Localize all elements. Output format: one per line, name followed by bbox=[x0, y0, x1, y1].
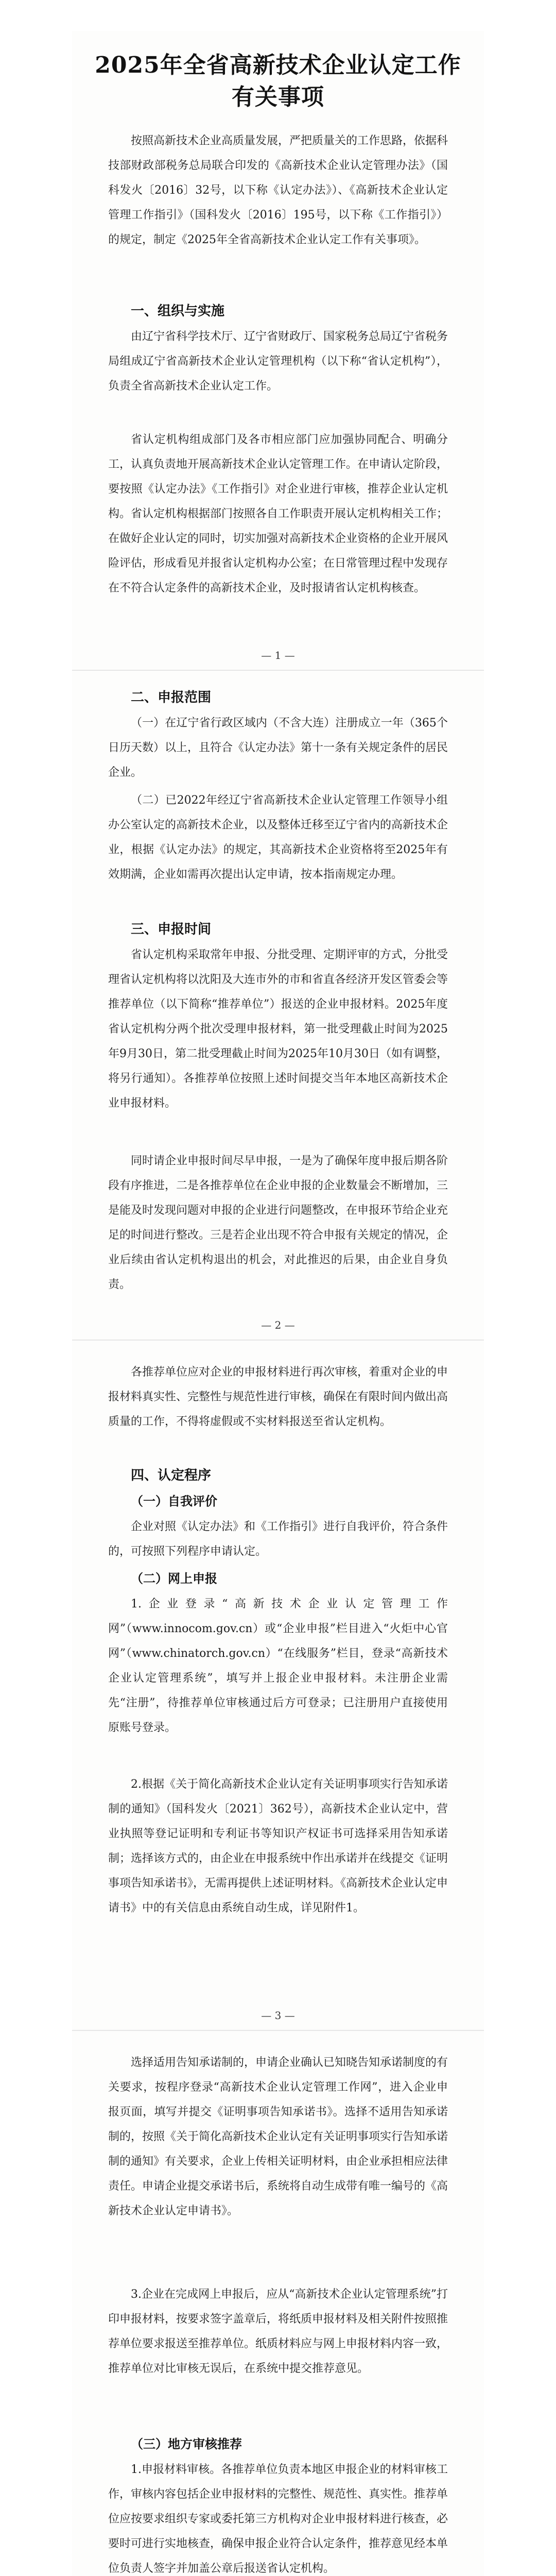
heading-scope: 二、申报范围 bbox=[131, 690, 212, 705]
document-title-line1: 2025年全省高新技术企业认定工作 bbox=[95, 52, 461, 78]
time-paragraph-1: 省认定机构采取常年申报、分批受理、定期评审的方式，分批受理省认定机构将以沈阳及大连市外的市和省直各经济开发区管委会等推荐单位（以下简称“推荐单位”）报送的企业申报材料。2025年度省认定机构分两个批次受理申报材料，第一批受理截止时间为2025年9月30日，第二批受理截止时间为2025年10月30日（如有调整，将另行通知）。各推荐单位按照上述时间提交当年本地区高新技术企业申报材料。 bbox=[108, 948, 448, 1110]
heading-time: 三、申报时间 bbox=[131, 922, 212, 937]
page-number-3: — 3 — bbox=[261, 2009, 295, 2022]
self-evaluation-paragraph: 企业对照《认定办法》和《工作指引》进行自我评价，符合条件的，可按照下列程序申请认定。 bbox=[108, 1520, 448, 1558]
time-paragraph-2: 同时请企业申报时间尽早申报，一是为了确保年度申报后期各阶段有序推进，二是各推荐单位在企业申报的企业数量会不断增加，三是能及时发现问题对申报的企业进行问题整改，在申报环节给企业充足的时间进行整改。三是若企业出现不符合申报有关规定的情况，企业后续由省认定机构退出的机会，对此推迟的后果，由企业自身负责。 bbox=[108, 1155, 448, 1291]
heading-organization: 一、组织与实施 bbox=[131, 303, 225, 319]
page-number-1: — 1 — bbox=[261, 649, 295, 662]
page-divider bbox=[72, 670, 484, 671]
online-paragraph-1: 1.企业登录“高新技术企业认定管理工作网”（www.innocom.gov.cn）或“企业申报”栏目进入“火炬中心官网”（www.chinatorch.gov.cn）“在线服务”栏目，登录“高新技术企业认定管理系统”，填写并上报企业申报材料。未注册企业需先“注册”，待推荐单位审核通过后方可登录；已注册用户直接使用原账号登录。 bbox=[108, 1598, 448, 1734]
heading-self-evaluation: （一）自我评价 bbox=[131, 1494, 217, 1509]
scope-paragraph-1: （一）在辽宁省行政区域内（不含大连）注册成立一年（365个日历天数）以上，且符合《认定办法》第十一条有关规定条件的居民企业。 bbox=[108, 717, 448, 779]
organization-paragraph-2: 省认定机构组成部门及各市相应部门应加强协同配合、明确分工，认真负责地开展高新技术企业认定管理工作。在申请认定阶段，要按照《认定办法》《工作指引》对企业进行审核，推荐企业认定机构。省认定机构根据部门按照各自工作职责开展认定机构相关工作；在做好企业认定的同时，切实加强对高新技术企业资格的企业开展风险评估，形成看见并报省认定机构办公室；在日常管理过程中发现存在不符合认定条件的高新技术企业，及时报请省认定机构核查。 bbox=[108, 433, 448, 595]
online-paragraph-2: 2.根据《关于简化高新技术企业认定有关证明事项实行告知承诺制的通知》（国科发火〔2021〕362号），高新技术企业认定中，营业执照等登记证明和专利证书等知识产权证书可选择采用告知承诺制；选择该方式的，由企业在申报系统中作出承诺并在线提交《证明事项告知承诺书》，无需再提供上述证明材料。《高新技术企业认定申请书》中的有关信息由系统自动生成，详见附件1。 bbox=[108, 1778, 448, 1914]
heading-online-application: （二）网上申报 bbox=[131, 1571, 217, 1586]
page-divider bbox=[72, 1340, 484, 1341]
scope-paragraph-2: （二）已2022年经辽宁省高新技术企业认定管理工作领导小组办公室认定的高新技术企业，以及整体迁移至辽宁省内的高新技术企业，根据《认定办法》的规定，其高新技术企业资格将至2025年有效期满，企业如需再次提出认定申请，按本指南规定办理。 bbox=[108, 794, 448, 881]
time-paragraph-3: 各推荐单位应对企业的申报材料进行再次审核，着重对企业的申报材料真实性、完整性与规范性进行审核，确保在有限时间内做出高质量的工作，不得将虚假或不实材料报送至省认定机构。 bbox=[108, 1366, 448, 1428]
review-paragraph-1: 1.申报材料审核。各推荐单位负责本地区申报企业的材料审核工作，审核内容包括企业申报材料的完整性、规范性、真实性。推荐单位应按要求组织专家或委托第三方机构对企业申报材料进行核查，必要时可进行实地核查，确保申报企业符合认定条件，推荐意见经本单位负责人签字并加盖公章后报送省认定机构。 bbox=[108, 2463, 448, 2575]
heading-local-review: （三）地方审核推荐 bbox=[131, 2436, 242, 2451]
page-number-2: — 2 — bbox=[261, 1319, 295, 1331]
organization-paragraph-1: 由辽宁省科学技术厅、辽宁省财政厅、国家税务总局辽宁省税务局组成辽宁省高新技术企业认定管理机构（以下称“省认定机构”），负责全省高新技术企业认定工作。 bbox=[108, 330, 448, 393]
heading-procedure: 四、认定程序 bbox=[131, 1468, 212, 1483]
online-paragraph-3: 选择适用告知承诺制的，申请企业确认已知晓告知承诺制度的有关要求，按程序登录“高新技术企业认定管理工作网”，进入企业申报页面，填写并提交《证明事项告知承诺书》。选择不适用告知承诺制的，按照《关于简化高新技术企业认定有关证明事项实行告知承诺制的通知》有关要求，企业上传相关证明材料，由企业承担相应法律责任。申请企业提交承诺书后，系统将自动生成带有唯一编号的《高新技术企业认定申请书》。 bbox=[108, 2056, 448, 2217]
document-title-line2: 有关事项 bbox=[232, 84, 324, 110]
online-paragraph-4: 3.企业在完成网上申报后，应从“高新技术企业认定管理系统”打印申报材料，按要求签字盖章后，将纸质申报材料及相关附件按照推荐单位要求报送至推荐单位。纸质材料应与网上申报材料内容一致，推荐单位对比审核无误后，在系统中提交推荐意见。 bbox=[108, 2288, 448, 2375]
page-divider bbox=[72, 2030, 484, 2031]
intro-paragraph: 按照高新技术企业高质量发展，严把质量关的工作思路，依据科技部财政部税务总局联合印发的《高新技术企业认定管理办法》（国科发火〔2016〕32号，以下称《认定办法》）、《高新技术企业认定管理工作指引》（国科发火〔2016〕195号，以下称《工作指引》）的规定，制定《2025年全省高新技术企业认定工作有关事项》。 bbox=[108, 134, 448, 246]
